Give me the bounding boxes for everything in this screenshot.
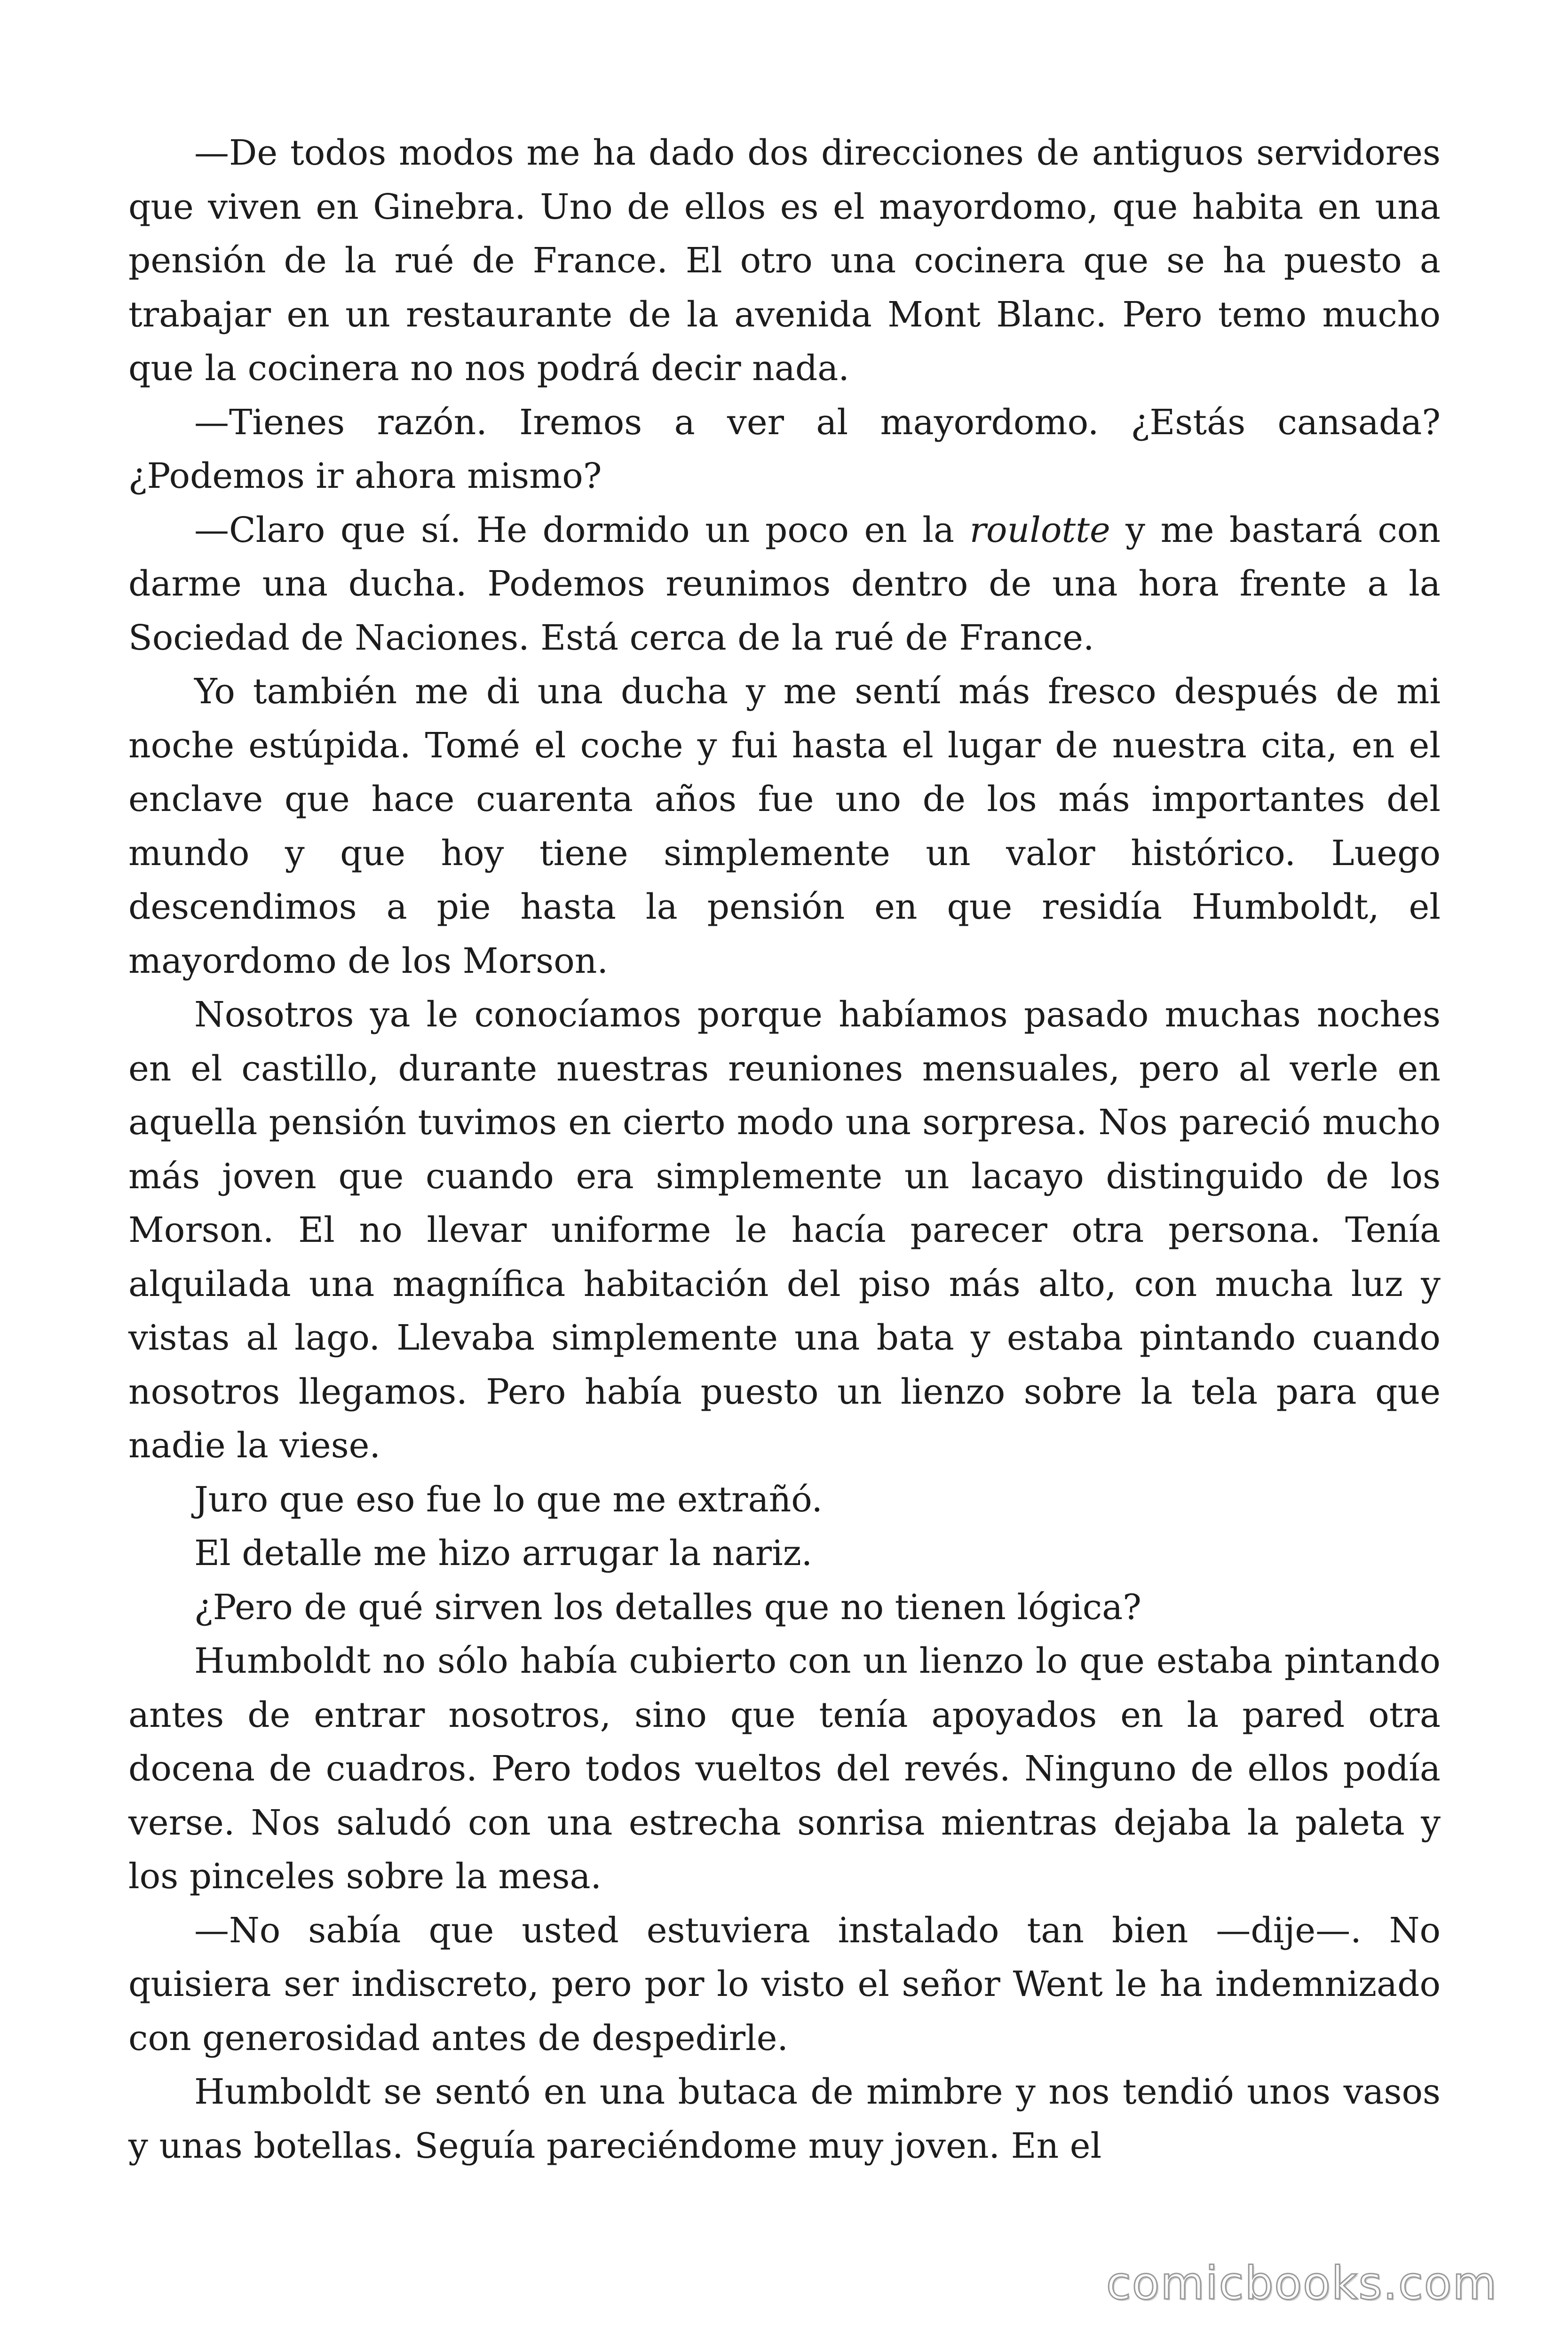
paragraph [128, 396, 1441, 503]
paragraph-text: Juro que eso fue lo que me extrañó. [194, 1479, 823, 1520]
body-text [128, 126, 1441, 2173]
paragraph [128, 1634, 1441, 1904]
paragraph [128, 988, 1441, 1473]
paragraph [128, 665, 1441, 988]
paragraph-text: Humboldt se sentó en una butaca de mimbre y nos tendió unos vasos y unas botellas. Seguía pareciéndome muy joven. En el [128, 2072, 1441, 2166]
paragraph [128, 1526, 1441, 1581]
paragraph [128, 1473, 1441, 1527]
watermark-text: comicbooks.com [1106, 2257, 1497, 2310]
paragraph-text: ¿Pero de qué sirven los detalles que no tienen lógica? [194, 1587, 1141, 1628]
paragraph-text: Nosotros ya le conocíamos porque habíamos pasado muchas noches en el castillo, durante nuestras reuniones mensuales, pero al verle en aquella pensión tuvimos en cierto modo una sorpresa. Nos pareció mucho más joven que cuando era simplemente un lacayo distinguido de los Morson. El no llevar uniforme le hacía parecer otra persona. Tenía alquilada una magnífica habitación del piso más alto, con mucha luz y vistas al lago. Llevaba simplemente una bata y estaba pintando cuando nosotros llegamos. Pero había puesto un lienzo sobre la tela para que nadie la viese. [128, 994, 1441, 1466]
paragraph-text: Yo también me di una ducha y me sentí más fresco después de mi noche estúpida. Tomé el coche y fui hasta el lugar de nuestra cita, en el enclave que hace cuarenta años fue uno de los más importantes del mundo y que hoy tiene simplemente un valor histórico. Luego descendimos a pie hasta la pensión en que residía Humboldt, el mayordomo de los Morson. [128, 671, 1441, 981]
paragraph-text: —No sabía que usted estuviera instalado tan bien —dije—. No quisiera ser indiscreto, pero por lo visto el señor Went le ha indemnizado con generosidad antes de despedirle. [128, 1910, 1441, 2058]
paragraph-text: —De todos modos me ha dado dos direcciones de antiguos servidores que viven en Ginebra. Uno de ellos es el mayordomo, que habita en una pensión de la rué de France. El otro una cocinera que se ha puesto a trabajar en un restaurante de la avenida Mont Blanc. Pero temo mucho que la cocinera no nos podrá decir nada. [128, 133, 1441, 389]
paragraph [128, 1904, 1441, 2066]
paragraph-text: El detalle me hizo arrugar la nariz. [194, 1533, 813, 1573]
paragraph [128, 126, 1441, 396]
paragraph [128, 2065, 1441, 2173]
paragraph-text: y me bastará con darme una ducha. Podemos reunimos dentro de una hora frente a la Sociedad de Naciones. Está cerca de la rué de France. [128, 509, 1441, 658]
paragraph-text: —Claro que sí. He dormido un poco en la [194, 509, 970, 550]
paragraph [128, 503, 1441, 665]
paragraph-text: Humboldt no sólo había cubierto con un lienzo lo que estaba pintando antes de entrar nosotros, sino que tenía apoyados en la pared otra docena de cuadros. Pero todos vueltos del revés. Ninguno de ellos podía verse. Nos saludó con una estrecha sonrisa mientras dejaba la paleta y los pinceles sobre la mesa. [128, 1641, 1441, 1897]
paragraph-text: —Tienes razón. Iremos a ver al mayordomo. ¿Estás cansada? ¿Podemos ir ahora mismo? [128, 402, 1441, 496]
italic-word: roulotte [969, 509, 1110, 550]
paragraph [128, 1581, 1441, 1635]
